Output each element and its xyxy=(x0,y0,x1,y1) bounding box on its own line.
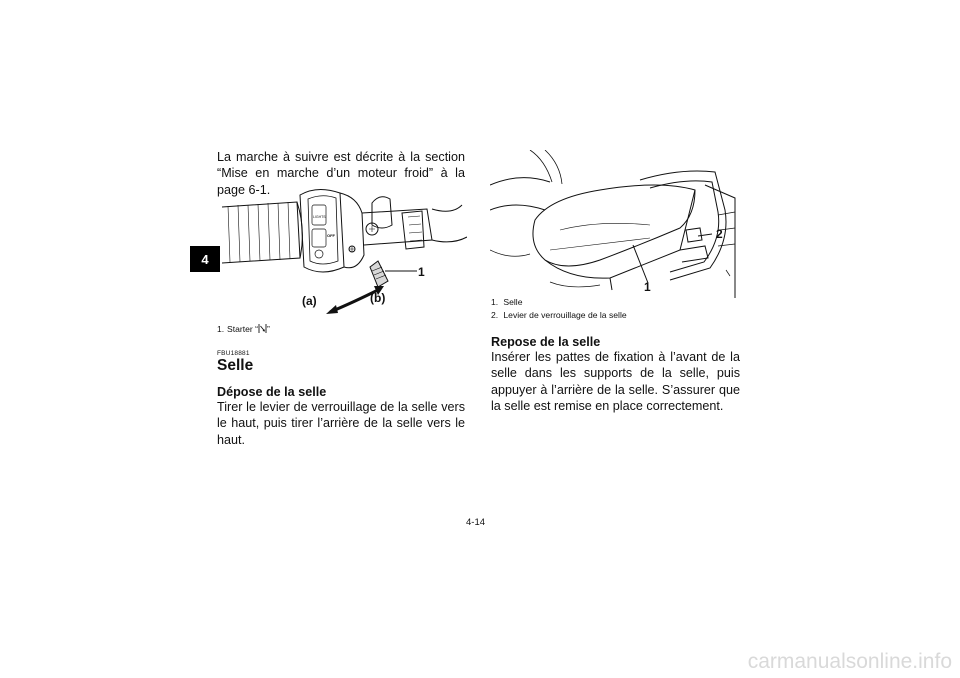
label-b: (b) xyxy=(370,291,386,305)
remove-heading: Dépose de la selle xyxy=(217,385,327,399)
handlebar-switch-illustration xyxy=(222,185,467,315)
watermark: carmanualsonline.info xyxy=(747,650,952,673)
callout-2: 2 xyxy=(716,227,723,241)
figure2-caption-2-number: 2. xyxy=(491,310,499,320)
section-code: FBU18881 xyxy=(217,350,250,357)
seat-illustration xyxy=(490,150,740,298)
intro-paragraph: La marche à suivre est décrite à la section “Mise en marche d’un moteur froid” à la page 6-1. xyxy=(217,150,465,197)
figure2-caption-1-text: Selle xyxy=(503,297,523,307)
callout-1: 1 xyxy=(418,265,425,279)
off-label: OFF xyxy=(327,233,335,238)
lights-label: LIGHTS xyxy=(313,215,326,219)
figure1-caption xyxy=(217,323,465,336)
figure2-caption-1 xyxy=(491,296,741,309)
remove-paragraph: Tirer le levier de verrouillage de la selle vers le haut, puis tirer l’arrière de la selle vers le haut. xyxy=(217,400,465,447)
figure1-caption-text-before: Starter “ xyxy=(227,324,259,334)
install-paragraph: Insérer les pattes de fixation à l’avant de la selle dans les supports de la selle, puis appuyer à l’arrière de la selle. S’assurer que la selle est remise en place correctement. xyxy=(491,350,740,414)
install-heading: Repose de la selle xyxy=(491,335,601,349)
figure1-caption-number: 1. xyxy=(217,324,225,334)
figure2-caption-2-text: Levier de verrouillage de la selle xyxy=(503,310,627,320)
section-title: Selle xyxy=(217,357,254,374)
chapter-tab: 4 xyxy=(190,246,220,272)
figure1-caption-text-after: ” xyxy=(267,324,270,334)
choke-symbol-icon xyxy=(258,324,267,333)
callout-1-seat: 1 xyxy=(644,280,651,294)
label-a: (a) xyxy=(302,294,317,308)
figure2-caption-2 xyxy=(491,309,741,322)
arrow-head-a-icon xyxy=(326,305,338,314)
figure2-caption-1-number: 1. xyxy=(491,297,499,307)
page-number: 4-14 xyxy=(466,517,486,528)
